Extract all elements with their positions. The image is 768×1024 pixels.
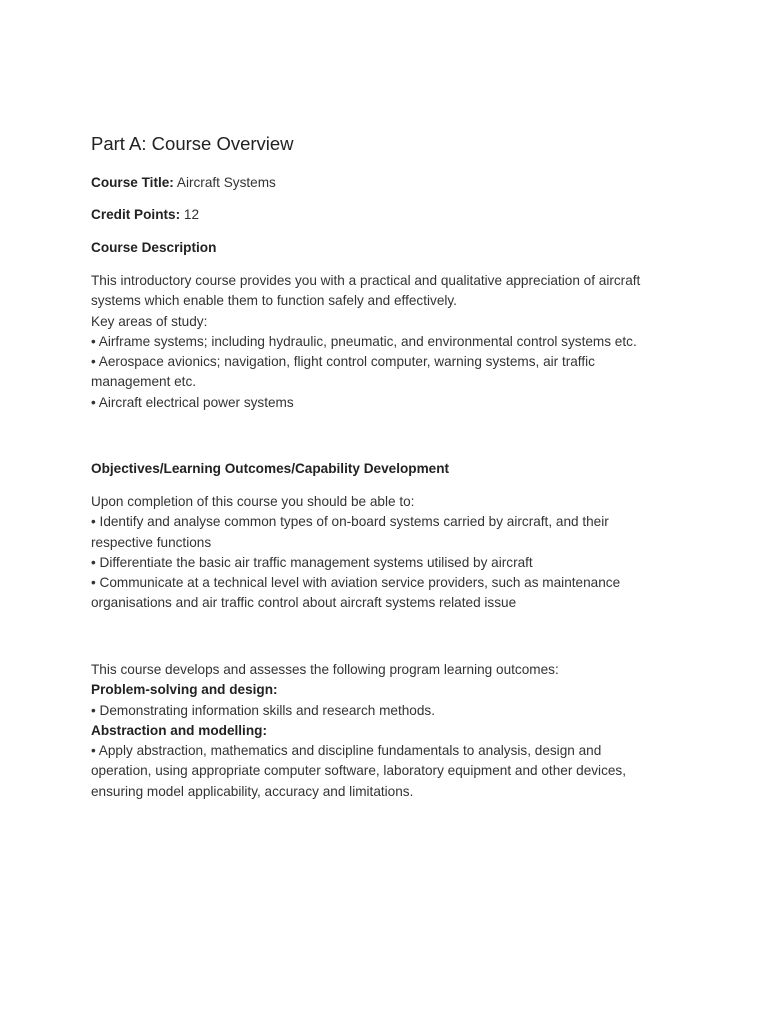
description-line: • Aircraft electrical power systems bbox=[91, 394, 294, 410]
credit-points-label: Credit Points: bbox=[91, 207, 181, 222]
objectives-line: • Differentiate the basic air traffic management systems utilised by aircraft bbox=[91, 554, 533, 570]
description-line: Key areas of study: bbox=[91, 313, 208, 329]
program-outcomes-paragraph bbox=[91, 660, 691, 802]
objectives-line: respective functions bbox=[91, 534, 212, 550]
program-outcomes-intro: This course develops and assesses the following program learning outcomes: bbox=[91, 662, 559, 677]
program-outcome-line: • Demonstrating information skills and research methods. bbox=[91, 702, 435, 718]
course-title-value: Aircraft Systems bbox=[176, 175, 276, 190]
description-line: management etc. bbox=[91, 374, 197, 390]
description-heading: Course Description bbox=[91, 240, 217, 255]
program-outcome-line: • Apply abstraction, mathematics and discipline fundamentals to analysis, design and bbox=[91, 743, 602, 759]
description-line: • Aerospace avionics; navigation, flight control computer, warning systems, air traffic bbox=[91, 354, 595, 370]
objectives-line: • Identify and analyse common types of on-board systems carried by aircraft, and their bbox=[91, 514, 609, 530]
description-line: This introductory course provides you with a practical and qualitative appreciation of aircraft bbox=[91, 273, 641, 288]
credit-points-value: 12 bbox=[183, 207, 200, 222]
objectives-heading: Objectives/Learning Outcomes/Capability Development bbox=[91, 461, 450, 476]
objectives-line: • Communicate at a technical level with aviation service providers, such as maintenance bbox=[91, 575, 621, 591]
objectives-line: Upon completion of this course you should be able to: bbox=[91, 494, 415, 509]
abstraction-heading: Abstraction and modelling: bbox=[91, 722, 267, 738]
objectives-line: organisations and air traffic control about aircraft systems related issue bbox=[91, 595, 517, 611]
course-title-label: Course Title: bbox=[91, 175, 174, 190]
page-title: Part A: Course Overview bbox=[91, 133, 294, 154]
program-outcome-line: operation, using appropriate computer software, laboratory equipment and other devices, bbox=[91, 763, 627, 779]
problem-solving-heading: Problem-solving and design: bbox=[91, 682, 278, 698]
program-outcome-line: ensuring model applicability, accuracy and limitations. bbox=[91, 783, 414, 799]
course-title-field bbox=[91, 175, 276, 190]
description-paragraph bbox=[91, 271, 691, 413]
objectives-paragraph bbox=[91, 492, 691, 614]
description-line: systems which enable them to function safely and effectively. bbox=[91, 293, 457, 309]
description-line: • Airframe systems; including hydraulic, pneumatic, and environmental control systems etc. bbox=[91, 333, 637, 349]
credit-points-field bbox=[91, 207, 199, 222]
